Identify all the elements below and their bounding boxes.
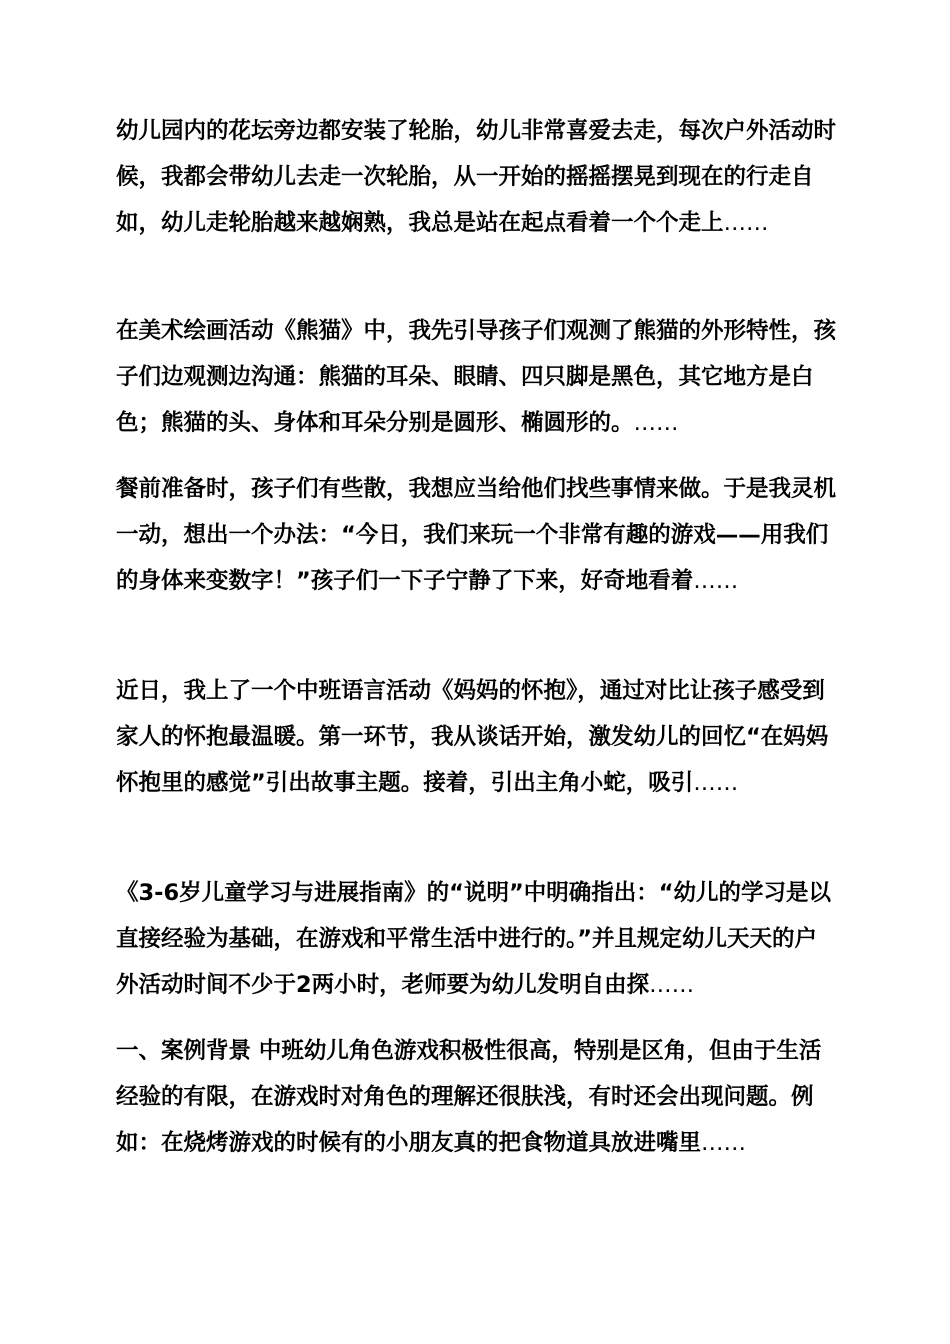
paragraph-2-text: 在美术绘画活动《熊猫》中，我先引导孩子们观测了熊猫的外形特性，孩子们边观测边沟通：熊猫的耳朵、眼睛、四只脚是黑色，其它地方是白色；熊猫的头、身体和耳朵分别是圆形、椭圆形的。 [116,318,837,436]
paragraph-4 [116,668,838,806]
paragraph-5 [116,870,838,1008]
paragraph-1 [116,108,838,246]
paragraph-2-ellipsis: …… [633,410,679,436]
paragraph-2 [116,308,838,446]
paragraph-3 [116,466,838,604]
paragraph-1-ellipsis: …… [723,210,769,236]
paragraph-5-text: 《3-6岁儿童学习与进展指南》的“说明”中明确指出：“幼儿的学习是以直接经验为基础，在游戏和平常生活中进行的。”并且规定幼儿天天的户外活动时间不少于2两小时，老师要为幼儿发明自由探 [116,880,832,998]
paragraph-6-text: 一、案例背景 中班幼儿角色游戏积极性很高，特别是区角，但由于生活经验的有限，在游戏时对角色的理解还很肤浅，有时还会出现问题。例如：在烧烤游戏的时候有的小朋友真的把食物道具放进嘴里 [116,1038,822,1156]
paragraph-1-text: 幼儿园内的花坛旁边都安装了轮胎，幼儿非常喜爱去走，每次户外活动时候，我都会带幼儿去走一次轮胎，从一开始的摇摇摆晃到现在的行走自如，幼儿走轮胎越来越娴熟，我总是站在起点看着一个个走上 [116,118,837,236]
paragraph-3-text: 餐前准备时，孩子们有些散，我想应当给他们找些事情来做。于是我灵机一动，想出一个办法：“今日，我们来玩一个非常有趣的游戏——用我们的身体来变数字！”孩子们一下子宁静了下来，好奇地看着 [116,476,837,594]
paragraph-3-ellipsis: …… [693,568,739,594]
paragraph-6-ellipsis: …… [701,1130,747,1156]
paragraph-4-text: 近日，我上了一个中班语言活动《妈妈的怀抱》，通过对比让孩子感受到家人的怀抱最温暖。第一环节，我从谈话开始，激发幼儿的回忆“在妈妈怀抱里的感觉”引出故事主题。接着，引出主角小蛇，吸引 [116,678,829,796]
paragraph-6 [116,1028,838,1166]
paragraph-4-ellipsis: …… [693,770,739,796]
paragraph-5-ellipsis: …… [649,972,695,998]
